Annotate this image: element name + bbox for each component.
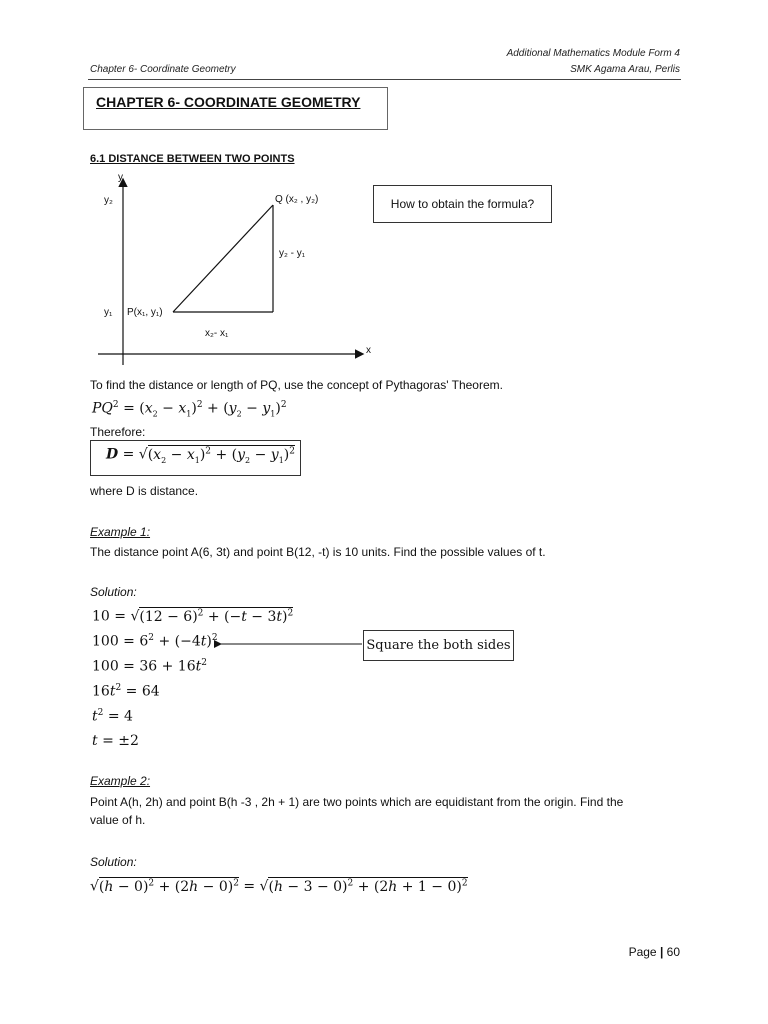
hypotenuse-line <box>173 205 273 312</box>
pq-squared-formula: $PQ^2 = (x_2 - x_1)^2 + (y_2 - y_1)^2$ <box>92 400 287 419</box>
example2-question-line2: value of h. <box>90 813 146 827</box>
callout-arrow <box>214 636 364 652</box>
example1-question: The distance point A(6, 3t) and point B(12, -t) is 10 units. Find the possible values of t. <box>90 545 546 559</box>
pythagoras-text: To find the distance or length of PQ, use the concept of Pythagoras' Theorem. <box>90 378 503 392</box>
chapter-title: CHAPTER 6- COORDINATE GEOMETRY <box>96 94 361 110</box>
ex1-step4: $16t^2 = 64$ <box>92 683 160 700</box>
formula-question-box: How to obtain the formula? <box>373 185 552 223</box>
header-module-title: Additional Mathematics Module Form 4 <box>506 48 680 59</box>
example2-heading: Example 2: <box>90 774 151 788</box>
ex1-step6: t = ±2 <box>92 733 139 749</box>
example1-heading: Example 1: <box>90 525 151 539</box>
distance-formula: $D = √(x_2 - x_1)^2 + (y_2 - y_1)^2$ <box>106 446 295 465</box>
point-p-label: P(x₁, y₁) <box>127 307 163 318</box>
ex2-equation: $√(h - 0)^2 + (2h - 0)^2 = √(h - 3 - 0)^2 + (2h + 1 - 0)^2$ <box>90 878 468 895</box>
square-both-sides-box: Square the both sides <box>363 630 514 661</box>
y1-label: y₁ <box>104 307 113 318</box>
x-axis-label: x <box>366 345 371 356</box>
header-school: SMK Agama Arau, Perlis <box>570 64 680 75</box>
ex1-step3: $100 = 36 + 16t^2$ <box>92 658 207 675</box>
y2-label: y₂ <box>104 195 113 206</box>
therefore-label: Therefore: <box>90 425 146 439</box>
page-label: Page <box>628 945 657 959</box>
section-title: 6.1 DISTANCE BETWEEN TWO POINTS <box>90 153 295 165</box>
horizontal-diff-label: x₂- x₁ <box>205 328 229 339</box>
example2-solution-label: Solution: <box>90 855 137 869</box>
header-chapter-ref: Chapter 6- Coordinate Geometry <box>90 64 236 75</box>
page-footer: Page | 60 <box>628 945 680 959</box>
page-number: 60 <box>666 945 680 959</box>
distance-diagram <box>90 170 380 370</box>
header-rule <box>88 79 681 80</box>
vertical-diff-label: y₂ - y₁ <box>279 248 306 259</box>
example1-solution-label: Solution: <box>90 585 137 599</box>
example2-question-line1: Point A(h, 2h) and point B(h -3 , 2h + 1) are two points which are equidistant from the origin. Find the <box>90 795 624 809</box>
ex1-step1: $10 = √(12 - 6)^2 + (-t - 3t)^2$ <box>92 608 294 625</box>
y-axis-label: y <box>118 172 123 183</box>
ex1-step5: $t^2 = 4$ <box>92 708 133 725</box>
point-q-label: Q (x₂ , y₂) <box>275 194 319 205</box>
ex1-step2: $100 = 6^2 + (-4t)^2$ <box>92 633 218 650</box>
where-text: where D is distance. <box>90 484 199 498</box>
